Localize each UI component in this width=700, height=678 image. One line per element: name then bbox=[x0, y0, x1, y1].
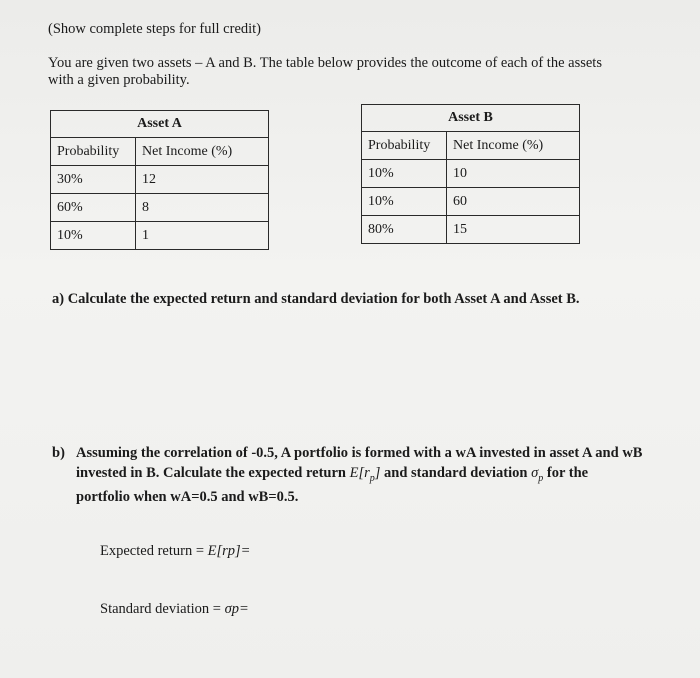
table-row bbox=[362, 216, 580, 244]
asset-a-income-cell: 1 bbox=[136, 222, 269, 250]
asset-b-income-cell: 15 bbox=[447, 216, 580, 244]
asset-b-title: Asset B bbox=[362, 105, 580, 132]
asset-a-col-income: Net Income (%) bbox=[136, 138, 269, 166]
question-b-line-2: invested in B. Calculate the expected return $E[r_p]$ and standard deviation $\sigma_p$ for the bbox=[76, 465, 589, 484]
intro-line-2: with a given probability. bbox=[48, 72, 190, 88]
table-row bbox=[51, 194, 269, 222]
asset-b-income-cell: 10 bbox=[447, 160, 580, 188]
asset-b-prob-cell: 10% bbox=[362, 188, 447, 216]
table-row bbox=[362, 188, 580, 216]
question-b-prefix: b) bbox=[52, 445, 65, 461]
asset-a-table bbox=[50, 110, 269, 250]
asset-b-table bbox=[361, 104, 580, 244]
asset-b-income-cell: 60 bbox=[447, 188, 580, 216]
question-b-line-1: Assuming the correlation of -0.5, A portfolio is formed with a wA invested in asset A and wB bbox=[76, 445, 643, 461]
expected-return-label: Expected return = bbox=[100, 543, 204, 559]
asset-b-prob-cell: 10% bbox=[362, 160, 447, 188]
instruction-text: (Show complete steps for full credit) bbox=[48, 21, 262, 37]
table-row bbox=[51, 166, 269, 194]
asset-b-col-income: Net Income (%) bbox=[447, 132, 580, 160]
intro-line-1: You are given two assets – A and B. The table below provides the outcome of each of the assets bbox=[48, 55, 602, 71]
std-dev-label: Standard deviation = bbox=[100, 601, 221, 617]
expected-return-line bbox=[100, 542, 250, 560]
table-row bbox=[362, 160, 580, 188]
question-b-line-2-mid: and standard deviation bbox=[384, 465, 528, 481]
question-b-line-2-end: for the bbox=[546, 465, 589, 481]
question-a: a) Calculate the expected return and standard deviation for both Asset A and Asset B. bbox=[52, 291, 580, 307]
asset-b-col-probability: Probability bbox=[362, 132, 447, 160]
question-b-line-2-start: invested in B. Calculate the expected return bbox=[76, 465, 346, 481]
asset-a-col-probability: Probability bbox=[51, 138, 136, 166]
expected-return-symbol: E[rp]= bbox=[207, 543, 251, 559]
asset-a-prob-cell: 10% bbox=[51, 222, 136, 250]
table-row bbox=[51, 222, 269, 250]
std-dev-symbol: σp= bbox=[224, 601, 249, 617]
std-dev-line bbox=[100, 600, 249, 618]
asset-a-income-cell: 12 bbox=[136, 166, 269, 194]
asset-b-prob-cell: 80% bbox=[362, 216, 447, 244]
asset-a-prob-cell: 30% bbox=[51, 166, 136, 194]
asset-a-title: Asset A bbox=[51, 111, 269, 138]
asset-a-prob-cell: 60% bbox=[51, 194, 136, 222]
asset-a-income-cell: 8 bbox=[136, 194, 269, 222]
question-b-line-3: portfolio when wA=0.5 and wB=0.5. bbox=[76, 489, 299, 505]
